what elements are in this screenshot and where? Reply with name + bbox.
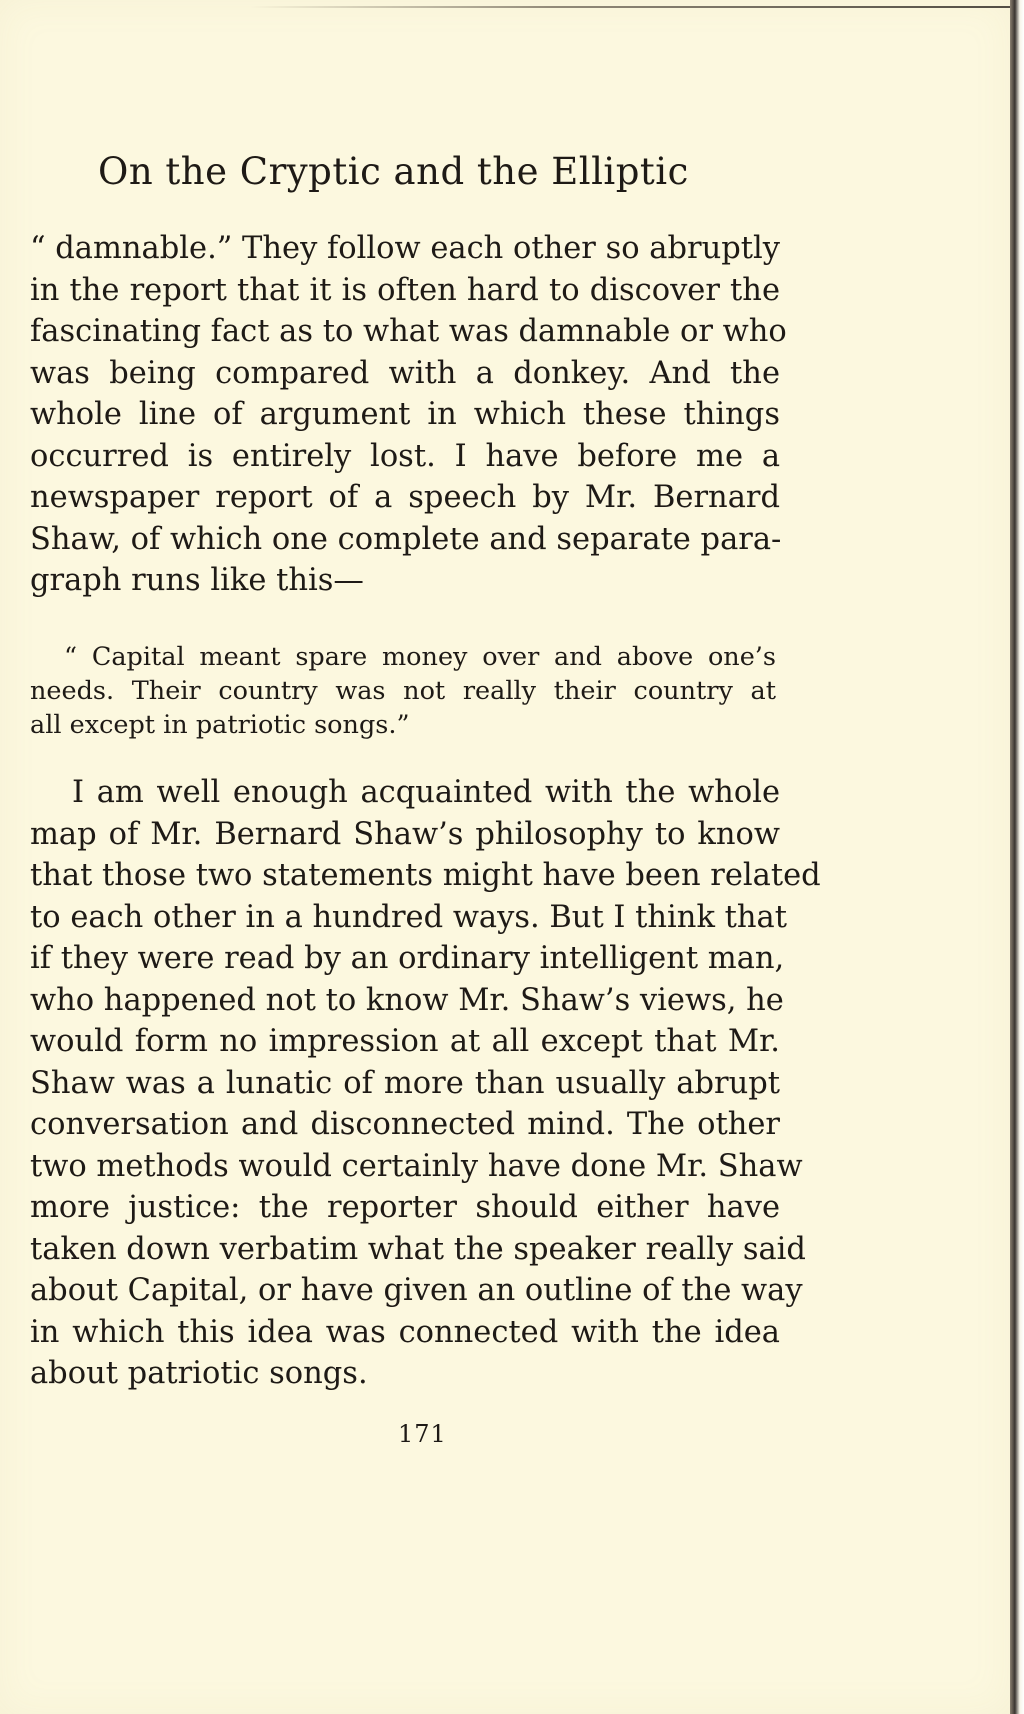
text-line: that those two statements might have been related — [30, 858, 821, 893]
text-line: about Capital, or have given an outline of the way — [30, 1273, 803, 1308]
text-line: fascinating fact as to what was damnable or who — [30, 314, 787, 349]
page-edge — [1010, 0, 1024, 1714]
text-line: occurred is entirely lost. I have before me a — [30, 438, 780, 474]
text-line: map of Mr. Bernard Shaw’s philosophy to know — [30, 816, 780, 852]
quote-line: needs. Their country was not really their country at — [30, 676, 776, 706]
text-line: more justice: the reporter should either have — [30, 1190, 780, 1225]
paragraph-2 — [30, 772, 821, 1395]
text-line: to each other in a hundred ways. But I think that — [30, 899, 787, 935]
block-quotation — [30, 640, 776, 742]
text-line: in the report that it is often hard to discover the — [30, 272, 780, 308]
text-line: graph runs like this— — [30, 563, 364, 598]
text-line: would form no impression at all except that Mr. — [30, 1024, 780, 1059]
quote-line: all except in patriotic songs.” — [30, 710, 410, 740]
text-line: “ damnable.” They follow each other so abruptly — [30, 231, 780, 266]
page-number: 171 — [398, 1420, 447, 1448]
running-head: On the Cryptic and the Elliptic — [98, 150, 689, 193]
text-line: conversation and disconnected mind. The other — [30, 1107, 780, 1142]
text-line: about patriotic songs. — [30, 1356, 368, 1391]
text-line: if they were read by an ordinary intelligent man, — [30, 941, 785, 976]
text-line: I am well enough acquainted with the whole — [72, 775, 780, 810]
text-line: newspaper report of a speech by Mr. Bernard — [30, 480, 780, 515]
text-line: two methods would certainly have done Mr. Shaw — [30, 1148, 803, 1184]
text-line: taken down verbatim what the speaker really said — [30, 1231, 806, 1267]
top-rule — [250, 6, 1010, 8]
text-line: Shaw, of which one complete and separate para- — [30, 521, 782, 557]
text-line: whole line of argument in which these things — [30, 397, 780, 432]
quote-line: “ Capital meant spare money over and above one’s — [64, 642, 776, 672]
text-line: in which this idea was connected with the idea — [30, 1314, 780, 1350]
text-line: was being compared with a donkey. And the — [30, 355, 780, 391]
paragraph-1 — [30, 228, 787, 602]
text-line: who happened not to know Mr. Shaw’s views, he — [30, 982, 784, 1018]
text-line: Shaw was a lunatic of more than usually abrupt — [30, 1065, 780, 1101]
